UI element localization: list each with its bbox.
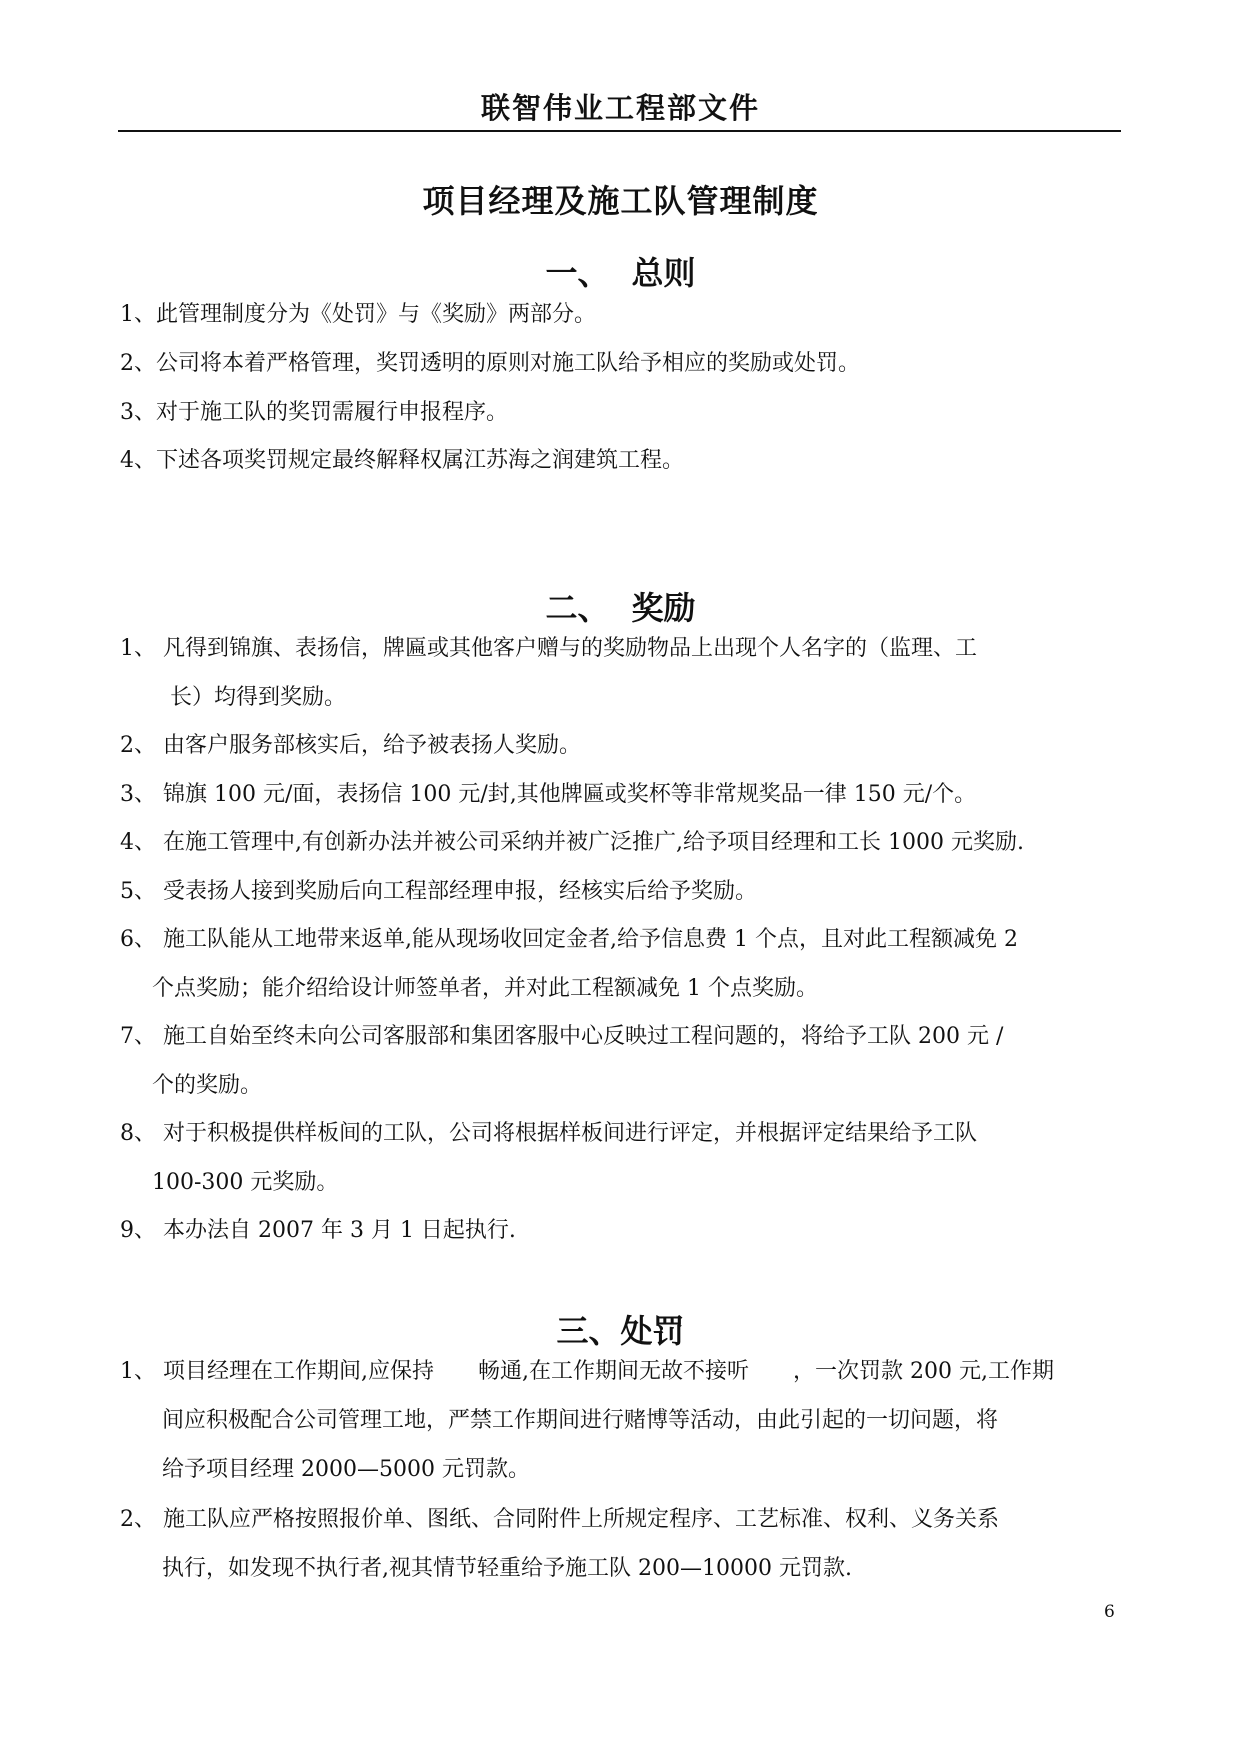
paragraph-line: 6、 施工队能从工地带来返单,能从现场收回定金者,给予信息费 1 个点，且对此工程额减免 2 — [120, 927, 1018, 952]
paragraph-line: 1、此管理制度分为《处罚》与《奖励》两部分。 — [120, 302, 596, 327]
section-heading-rewards — [0, 583, 1241, 629]
paragraph-line: 个的奖励。 — [152, 1073, 263, 1098]
section-title: 奖励 — [631, 589, 696, 627]
paragraph-line: 2、公司将本着严格管理，奖罚透明的原则对施工队给予相应的奖励或处罚。 — [120, 351, 860, 376]
paragraph-line: 间应积极配合公司管理工地，严禁工作期间进行赌博等活动，由此引起的一切问题，将 — [162, 1408, 999, 1433]
paragraph-line: 1、 凡得到锦旗、表扬信，牌匾或其他客户赠与的奖励物品上出现个人名字的（监理、工 — [120, 636, 977, 661]
section-title: 总则 — [631, 254, 696, 292]
paragraph-line: 100-300 元奖励。 — [152, 1170, 339, 1195]
header-title: 联智伟业工程部文件 — [480, 91, 760, 125]
paragraph-line: 5、 受表扬人接到奖励后向工程部经理申报，经核实后给予奖励。 — [120, 879, 757, 904]
document-title: 项目经理及施工队管理制度 — [422, 182, 819, 220]
paragraph-line: 给予项目经理 2000—5000 元罚款。 — [162, 1457, 530, 1482]
paragraph-line: 3、 锦旗 100 元/面，表扬信 100 元/封,其他牌匾或奖杯等非常规奖品一律 150 元/个。 — [120, 782, 977, 807]
header-rule — [118, 130, 1121, 132]
paragraph-line: 2、 施工队应严格按照报价单、图纸、合同附件上所规定程序、工艺标准、权利、义务关系 — [120, 1507, 999, 1532]
paragraph-line: 2、 由客户服务部核实后，给予被表扬人奖励。 — [120, 733, 581, 758]
paragraph-line: 3、对于施工队的奖罚需履行申报程序。 — [120, 400, 508, 425]
paragraph-line: 长）均得到奖励。 — [170, 685, 347, 710]
section-number: 一、 — [545, 254, 610, 292]
paragraph-line: 4、下述各项奖罚规定最终解释权属江苏海之润建筑工程。 — [120, 448, 684, 473]
section-heading-general — [0, 248, 1241, 294]
paragraph-line: 8、 对于积极提供样板间的工队，公司将根据样板间进行评定，并根据评定结果给予工队 — [120, 1121, 977, 1146]
page-number: 6 — [1104, 1602, 1115, 1622]
paragraph-line: 4、 在施工管理中,有创新办法并被公司采纳并被广泛推广,给予项目经理和工长 1000 元奖励. — [120, 830, 1024, 855]
paragraph-line: 执行，如发现不执行者,视其情节轻重给予施工队 200—10000 元罚款. — [162, 1556, 852, 1581]
section-number: 二、 — [545, 589, 610, 627]
paragraph-line: 9、 本办法自 2007 年 3 月 1 日起执行. — [120, 1218, 516, 1243]
section-title: 三、处罚 — [556, 1312, 685, 1350]
paragraph-line: 7、 施工自始至终未向公司客服部和集团客服中心反映过工程问题的，将给予工队 200 元 / — [120, 1024, 1004, 1049]
section-heading-penalties — [0, 1306, 1241, 1352]
paragraph-line: 1、 项目经理在工作期间,应保持 畅通,在工作期间无故不接听 ，一次罚款 200 元,工作期 — [120, 1359, 1054, 1384]
paragraph-line: 个点奖励；能介绍给设计师签单者，并对此工程额减免 1 个点奖励。 — [152, 976, 818, 1001]
